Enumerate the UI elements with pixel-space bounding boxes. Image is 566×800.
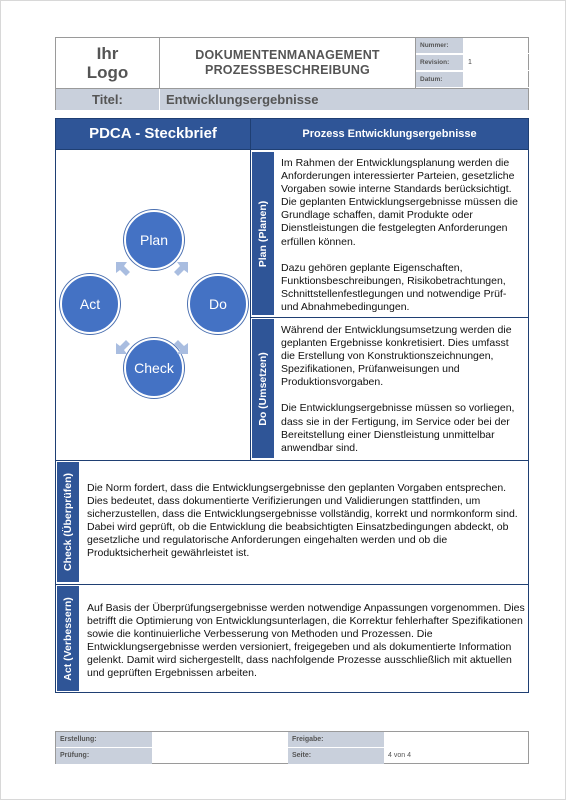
document-title-line-2: PROZESSBESCHREIBUNG bbox=[205, 63, 370, 77]
meta-row-datum bbox=[416, 72, 530, 88]
check-text: Die Norm fordert, dass die Entwicklungsergebnisse den geplanten Vorgaben entsprechen. Dies bedeutet, dass dokumentierte Verifizierungen und Validierungen stattfinden, um sicherzustellen, dass die Entwicklungsergebnisse vollständig, korrekt und normkonform sind. Dabei wird geprüft, ob die Entwicklung die beabsichtigten Einsatzbedingungen abdeckt, ob gesetzliche und regulatorische Anforderungen eingehalten werden und ob die Produktsicherheit gewährleistet ist. bbox=[87, 482, 518, 560]
meta-row-revision bbox=[416, 55, 530, 71]
divider-do-check bbox=[56, 460, 528, 461]
divider-vertical bbox=[250, 119, 251, 460]
pdca-steckbrief-header: PDCA - Steckbrief bbox=[56, 119, 250, 149]
act-side-label-text: Act (Verbessern) bbox=[62, 596, 74, 681]
cycle-plan: Plan bbox=[124, 210, 184, 270]
divider-check-act bbox=[56, 584, 528, 585]
footer-label-freigabe: Freigabe: bbox=[288, 732, 384, 747]
plan-paragraph-1: Im Rahmen der Entwicklungsplanung werden die Anforderungen interessierter Parteien, gesetzliche Vorgaben sowie interne Standards berücksichtigt. Die geplanten Entwicklungsergebnisse müssen die Grundlage schaffen, damit Produkte oder Dienstleistungen die festgelegten Anforderungen erfüllen können. bbox=[281, 157, 518, 248]
meta-row-nummer bbox=[416, 38, 530, 54]
meta-label-datum: Datum: bbox=[416, 72, 463, 87]
plan-side-label-text: Plan (Planen) bbox=[257, 200, 269, 267]
process-header: Prozess Entwicklungsergebnisse bbox=[251, 119, 528, 149]
footer-label-erstellung: Erstellung: bbox=[56, 732, 152, 747]
title-row bbox=[56, 88, 528, 110]
plan-side-label bbox=[252, 152, 274, 315]
meta-value-datum bbox=[463, 72, 530, 87]
arrow-act-plan-icon bbox=[116, 262, 130, 276]
arrow-do-check-icon bbox=[174, 340, 188, 354]
meta-table bbox=[416, 38, 530, 88]
footer-value-seite: 4 von 4 bbox=[388, 752, 411, 759]
do-paragraph-2: Die Entwicklungsergebnisse müssen so vorliegen, dass sie in der Fertigung, im Service oder bei der Bereitstellung einer Dienstleistung unmittelbar anwendbar sind. bbox=[281, 402, 515, 454]
pdca-table bbox=[55, 118, 529, 693]
title-label: Titel: bbox=[56, 89, 160, 110]
plan-paragraph-2: Dazu gehören geplante Eigenschaften, Funktionsbeschreibungen, Risikobetrachtungen, Schnittstellenfestlegungen und notwendige Prüf- und Abnahmebedingungen. bbox=[281, 261, 507, 313]
meta-label-nummer: Nummer: bbox=[416, 38, 463, 53]
cycle-arrows bbox=[56, 150, 250, 460]
footer-value-freigabe bbox=[384, 732, 528, 747]
do-side-label bbox=[252, 319, 274, 458]
document-title-line-1: DOKUMENTENMANAGEMENT bbox=[195, 48, 380, 62]
act-side-label bbox=[57, 586, 79, 691]
check-side-label-text: Check (Überprüfen) bbox=[62, 472, 74, 572]
logo-line-2: Logo bbox=[86, 63, 129, 82]
cycle-act: Act bbox=[60, 274, 120, 334]
footer-label-pruefung: Prüfung: bbox=[56, 748, 152, 764]
document-footer bbox=[55, 731, 529, 764]
pdca-cycle-diagram bbox=[56, 150, 250, 460]
footer-row-1 bbox=[56, 732, 528, 748]
do-paragraph-1: Während der Entwicklungsumsetzung werden die geplanten Ergebnisse konkretisiert. Dies umfasst die Erstellung von Konstruktionszeichnungen, Spezifikationen, Prüfanweisungen und Produktionsvorgaben. bbox=[281, 324, 512, 389]
arrow-check-act-icon bbox=[116, 340, 130, 354]
cycle-do: Do bbox=[188, 274, 248, 334]
meta-value-revision: 1 bbox=[463, 55, 530, 70]
do-text bbox=[281, 324, 525, 455]
footer-value-erstellung bbox=[152, 732, 288, 747]
act-text: Auf Basis der Überprüfungsergebnisse werden notwendige Anpassungen vorgenommen. Dies betrifft die Optimierung von Entwicklungsunterlagen, die Korrektur fehlerhafter Spezifikationen sowie die kontinuierliche Verbesserung von Methoden und Prozessen. Die Entwicklungsergebnisse werden versioniert, freigegeben und als dokumentierte Information gelenkt. Damit wird sichergestellt, dass nachfolgende Prozesse ausschließlich mit aktuellen und geprüften Ergebnissen arbeiten. bbox=[87, 602, 525, 680]
footer-label-seite: Seite: bbox=[288, 748, 384, 764]
cycle-check: Check bbox=[124, 338, 184, 398]
document-title bbox=[160, 38, 416, 88]
logo-placeholder bbox=[56, 38, 160, 88]
arrow-plan-do-icon bbox=[174, 262, 188, 276]
plan-text bbox=[281, 157, 525, 314]
check-side-label bbox=[57, 462, 79, 582]
footer-row-2 bbox=[56, 748, 528, 764]
do-side-label-text: Do (Umsetzen) bbox=[257, 351, 269, 426]
divider-plan-do bbox=[251, 317, 528, 318]
logo-line-1: Ihr bbox=[96, 44, 119, 63]
document-header bbox=[55, 37, 529, 110]
footer-value-pruefung bbox=[152, 748, 288, 764]
meta-label-revision: Revision: bbox=[416, 55, 463, 70]
title-value: Entwicklungsergebnisse bbox=[166, 92, 319, 107]
meta-value-nummer bbox=[463, 38, 530, 53]
